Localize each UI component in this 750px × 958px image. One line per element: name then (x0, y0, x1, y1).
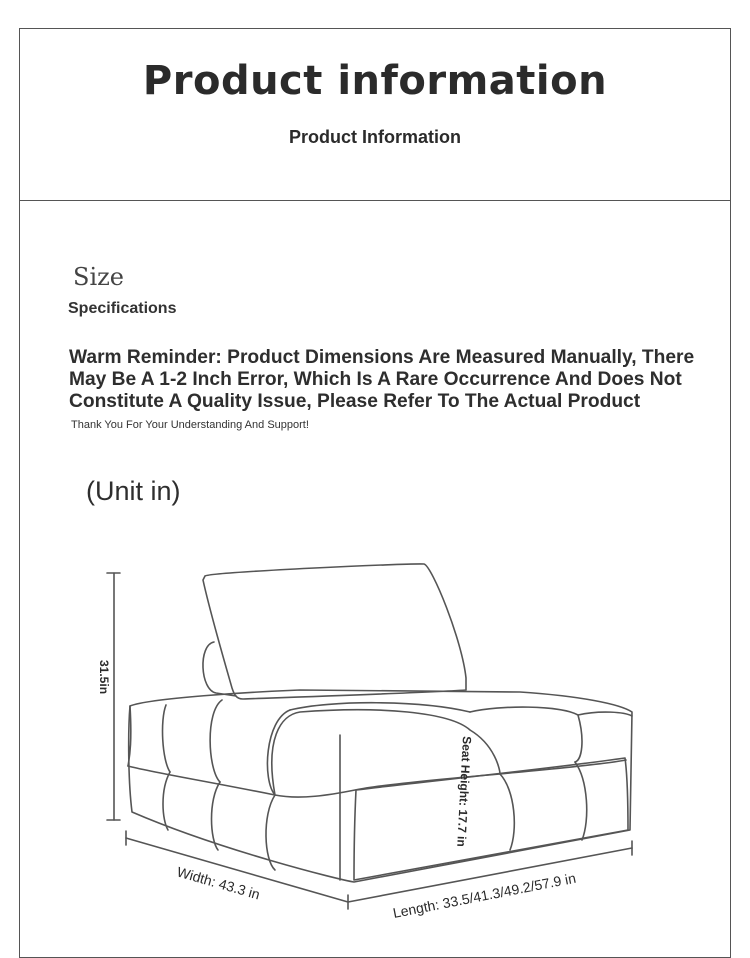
specifications-label: Specifications (68, 300, 177, 317)
height-dimension-line (107, 573, 120, 820)
width-label: Width: 43.3 in (175, 863, 262, 903)
size-heading: Size (73, 263, 124, 291)
sofa-dimension-diagram (0, 540, 750, 942)
page-subtitle: Product Information (289, 127, 461, 147)
side-bolster (203, 642, 236, 696)
header-divider (19, 200, 731, 201)
width-dimension-line (126, 831, 348, 909)
warm-reminder-text: Warm Reminder: Product Dimensions Are Measured Manually, There May Be A 1-2 Inch Error, Which Is A Rare Occurrence And Does Not Constitute A Quality Issue, Please Refer To The Actual Product (69, 347, 695, 412)
length-label: Length: 33.5/41.3/49.2/57.9 in (391, 869, 578, 921)
thanks-text: Thank You For Your Understanding And Support! (71, 419, 309, 431)
seat-height-label: Seat Height: 17.7 in (454, 735, 474, 848)
height-label: 31.5in (97, 660, 111, 695)
back-cushion (203, 564, 466, 699)
page-title: Product information (142, 58, 608, 104)
unit-label: (Unit in) (86, 476, 181, 506)
